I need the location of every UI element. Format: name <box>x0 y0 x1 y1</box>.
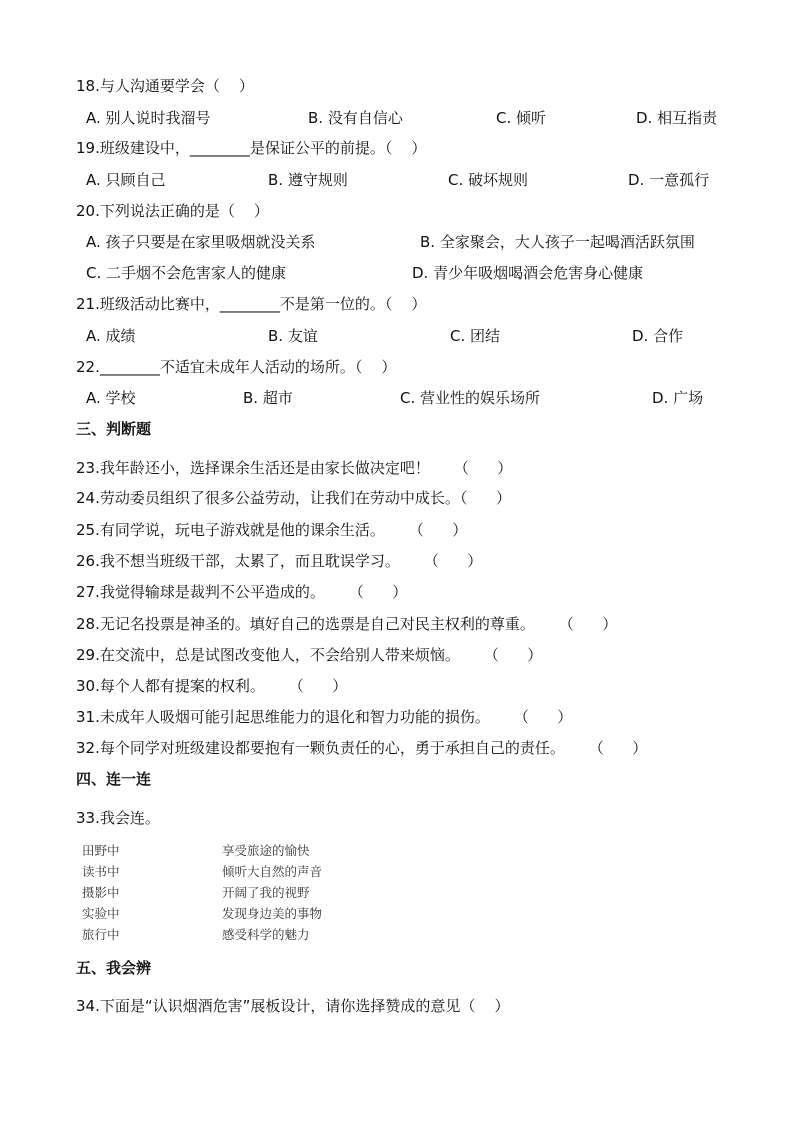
q18-option-d: D. 相互指责 <box>636 109 718 127</box>
question-34: 34.下面是“认识烟酒危害”展板设计，请你选择赞成的意见（ ） <box>76 997 510 1015</box>
judge-item: 28.无记名投票是神圣的。填好自己的选票是自己对民主权利的尊重。 （ ） <box>76 615 618 633</box>
question-22: 22.________不适宜未成年人活动的场所。（ ） <box>76 358 397 376</box>
q22-option-b: B. 超市 <box>243 389 293 407</box>
q19-option-b: B. 遵守规则 <box>268 171 348 189</box>
match-left-item: 田野中 <box>82 843 120 858</box>
q21-option-c: C. 团结 <box>450 327 501 345</box>
q21-option-a: A. 成绩 <box>86 327 136 345</box>
question-33: 33.我会连。 <box>76 809 160 827</box>
q20-option-c: C. 二手烟不会危害家人的健康 <box>86 264 287 282</box>
judge-item: 25.有同学说，玩电子游戏就是他的课余生活。 （ ） <box>76 521 468 539</box>
q20-option-b: B. 全家聚会，大人孩子一起喝酒活跃氛围 <box>420 233 695 251</box>
q20-option-a: A. 孩子只要是在家里吸烟就没关系 <box>86 233 316 251</box>
judge-item: 26.我不想当班级干部，太累了，而且耽误学习。 （ ） <box>76 552 483 570</box>
match-right-item: 感受科学的魅力 <box>222 927 310 942</box>
section-heading-judge: 三、判断题 <box>76 420 152 438</box>
q19-option-a: A. 只顾自己 <box>86 171 166 189</box>
q19-option-d: D. 一意孤行 <box>628 171 710 189</box>
match-right-item: 享受旅途的愉快 <box>222 843 310 858</box>
judge-item: 31.未成年人吸烟可能引起思维能力的退化和智力功能的损伤。 （ ） <box>76 708 573 726</box>
judge-item: 27.我觉得输球是裁判不公平造成的。 （ ） <box>76 583 408 601</box>
q18-option-b: B. 没有自信心 <box>308 109 403 127</box>
match-left-item: 旅行中 <box>82 927 120 942</box>
q18-option-c: C. 倾听 <box>496 109 547 127</box>
q22-option-d: D. 广场 <box>652 389 704 407</box>
q22-option-c: C. 营业性的娱乐场所 <box>400 389 541 407</box>
question-20: 20.下列说法正确的是（ ） <box>76 202 269 220</box>
match-left-item: 摄影中 <box>82 885 120 900</box>
match-right-item: 倾听大自然的声音 <box>222 864 323 879</box>
judge-item: 32.每个同学对班级建设都要抱有一颗负责任的心，勇于承担自己的责任。 （ ） <box>76 739 648 757</box>
question-21: 21.班级活动比赛中，________不是第一位的。（ ） <box>76 295 427 313</box>
section-heading-judge2: 五、我会辨 <box>76 959 152 977</box>
judge-item: 24.劳动委员组织了很多公益劳动，让我们在劳动中成长。（ ） <box>76 489 511 507</box>
question-19: 19.班级建设中，________是保证公平的前提。（ ） <box>76 139 427 157</box>
q21-option-b: B. 友谊 <box>268 327 318 345</box>
match-left-item: 实验中 <box>82 906 120 921</box>
q20-option-d: D. 青少年吸烟喝酒会危害身心健康 <box>412 264 644 282</box>
judge-item: 23.我年龄还小，选择课余生活还是由家长做决定吧！ （ ） <box>76 459 513 477</box>
judge-item: 29.在交流中，总是试图改变他人，不会给别人带来烦恼。 （ ） <box>76 646 543 664</box>
match-right-item: 开阔了我的视野 <box>222 885 310 900</box>
q19-option-c: C. 破坏规则 <box>448 171 529 189</box>
section-heading-match: 四、连一连 <box>76 770 152 788</box>
q18-option-a: A. 别人说时我溜号 <box>86 109 211 127</box>
match-left-item: 读书中 <box>82 864 120 879</box>
judge-item: 30.每个人都有提案的权利。 （ ） <box>76 677 348 695</box>
question-18: 18.与人沟通要学会（ ） <box>76 77 254 95</box>
q21-option-d: D. 合作 <box>632 327 684 345</box>
q22-option-a: A. 学校 <box>86 389 136 407</box>
match-right-item: 发现身边美的事物 <box>222 906 323 921</box>
